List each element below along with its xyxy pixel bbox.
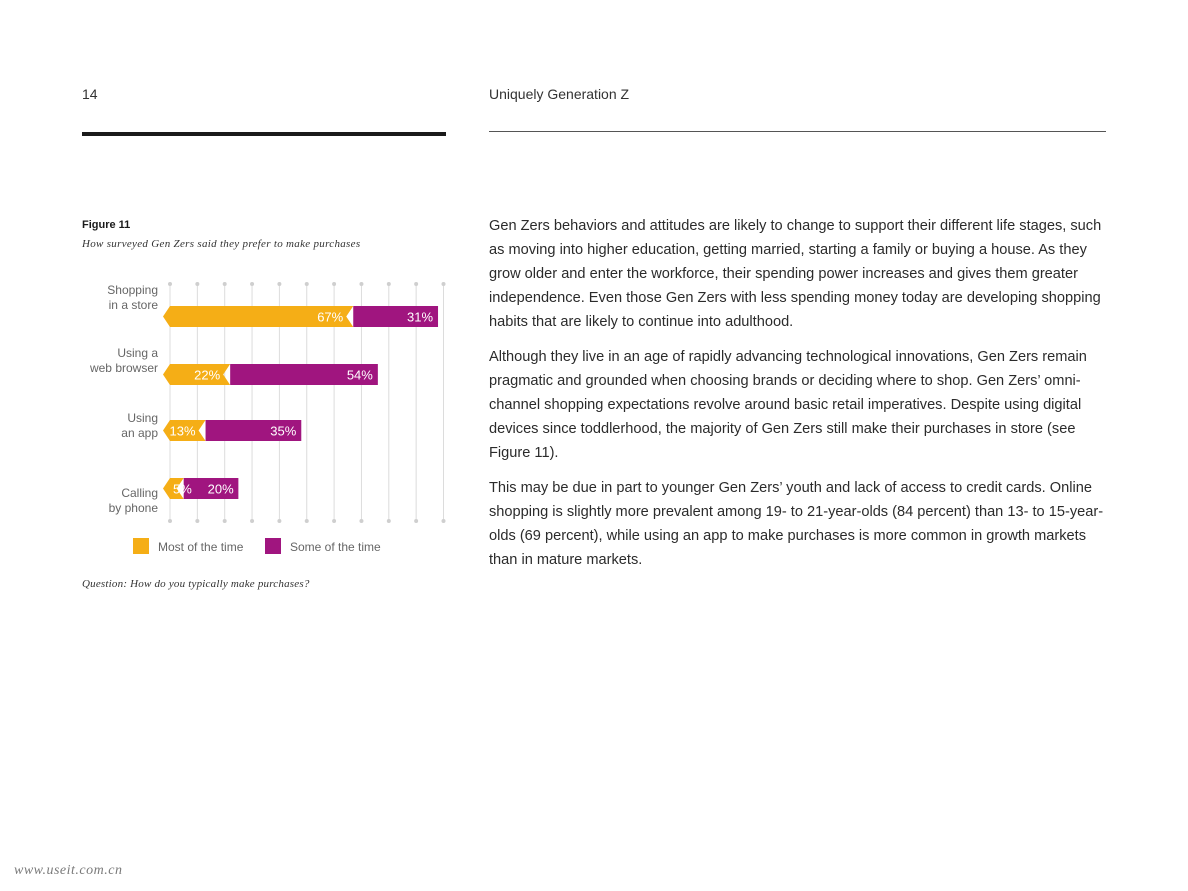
gridline-dot bbox=[414, 282, 418, 286]
right-header-rule bbox=[489, 131, 1106, 132]
category-label: Calling bbox=[121, 486, 158, 500]
gridline-dot bbox=[332, 519, 336, 523]
legend-swatch bbox=[133, 538, 149, 554]
legend-swatch bbox=[265, 538, 281, 554]
figure-label: Figure 11 bbox=[82, 219, 131, 231]
gridline-dot bbox=[305, 282, 309, 286]
gridline-dot bbox=[387, 282, 391, 286]
category-label: an app bbox=[121, 426, 158, 440]
category-label: web browser bbox=[89, 361, 158, 375]
gridline-dot bbox=[332, 282, 336, 286]
gridline-dot bbox=[277, 282, 281, 286]
purchase-preference-chart bbox=[80, 276, 450, 566]
gridline-dot bbox=[195, 519, 199, 523]
value-label-most: 22% bbox=[194, 367, 221, 383]
gridline-dot bbox=[442, 282, 446, 286]
legend-label: Most of the time bbox=[158, 540, 244, 554]
watermark: www.useit.com.cn bbox=[14, 863, 123, 878]
category-label: Using a bbox=[117, 346, 158, 360]
gridline-dot bbox=[359, 519, 363, 523]
legend-label: Some of the time bbox=[290, 540, 381, 554]
gridline-dot bbox=[305, 519, 309, 523]
value-label-most: 67% bbox=[317, 309, 344, 325]
running-title: Uniquely Generation Z bbox=[489, 86, 630, 102]
gridline-dot bbox=[168, 519, 172, 523]
paragraph-2: Although they live in an age of rapidly advancing technological innovations, Gen Zers remain pragmatic and grounded when choosing brands or deciding where to shop. Gen Zers’ omni-channel shopping expectations revolve around basic retail imperatives. Despite using digital devices since toddlerhood, the majority of Gen Zers still make their purchases in store (see Figure 11). bbox=[489, 349, 1087, 461]
category-label: Using bbox=[127, 411, 158, 425]
value-label-some: 31% bbox=[406, 309, 434, 325]
paragraph-1: Gen Zers behaviors and attitudes are likely to change to support their different life stages, such as moving into higher education, getting married, starting a family or buying a house. As they grow older and enter the workforce, their spending power increases and gives them greater independence. Even those Gen Zers with less spending money today are developing shopping habits that are likely to continue into adulthood. bbox=[489, 218, 1102, 330]
gridline-dot bbox=[168, 282, 172, 286]
category-label: by phone bbox=[108, 501, 158, 515]
body-text bbox=[489, 214, 1111, 583]
category-label: Shopping bbox=[107, 283, 158, 297]
gridline-dot bbox=[359, 282, 363, 286]
value-label-most: 13% bbox=[169, 423, 196, 439]
value-label-some: 35% bbox=[270, 423, 297, 439]
figure-caption: How surveyed Gen Zers said they prefer to make purchases bbox=[82, 238, 361, 250]
category-label: in a store bbox=[108, 298, 158, 312]
figure-question: Question: How do you typically make purchases? bbox=[82, 578, 310, 590]
paragraph-3: This may be due in part to younger Gen Zers’ youth and lack of access to credit cards. Online shopping is slightly more prevalent among 19- to 21-year-olds (84 percent) than 13- to 15-year-olds (69 percent), while using an app to make purchases is more common in growth markets than in mature markets. bbox=[489, 480, 1104, 568]
gridline-dot bbox=[195, 282, 199, 286]
gridline-dot bbox=[223, 282, 227, 286]
gridline-dot bbox=[277, 519, 281, 523]
gridline-dot bbox=[223, 519, 227, 523]
page-number: 14 bbox=[82, 86, 98, 102]
gridline-dot bbox=[442, 519, 446, 523]
gridline-dot bbox=[250, 519, 254, 523]
gridline-dot bbox=[250, 282, 254, 286]
value-label-some: 20% bbox=[207, 481, 234, 497]
value-label-some: 54% bbox=[346, 367, 373, 383]
left-header-rule bbox=[82, 132, 446, 136]
gridline-dot bbox=[387, 519, 391, 523]
value-label-most: 5% bbox=[173, 481, 192, 497]
gridline-dot bbox=[414, 519, 418, 523]
